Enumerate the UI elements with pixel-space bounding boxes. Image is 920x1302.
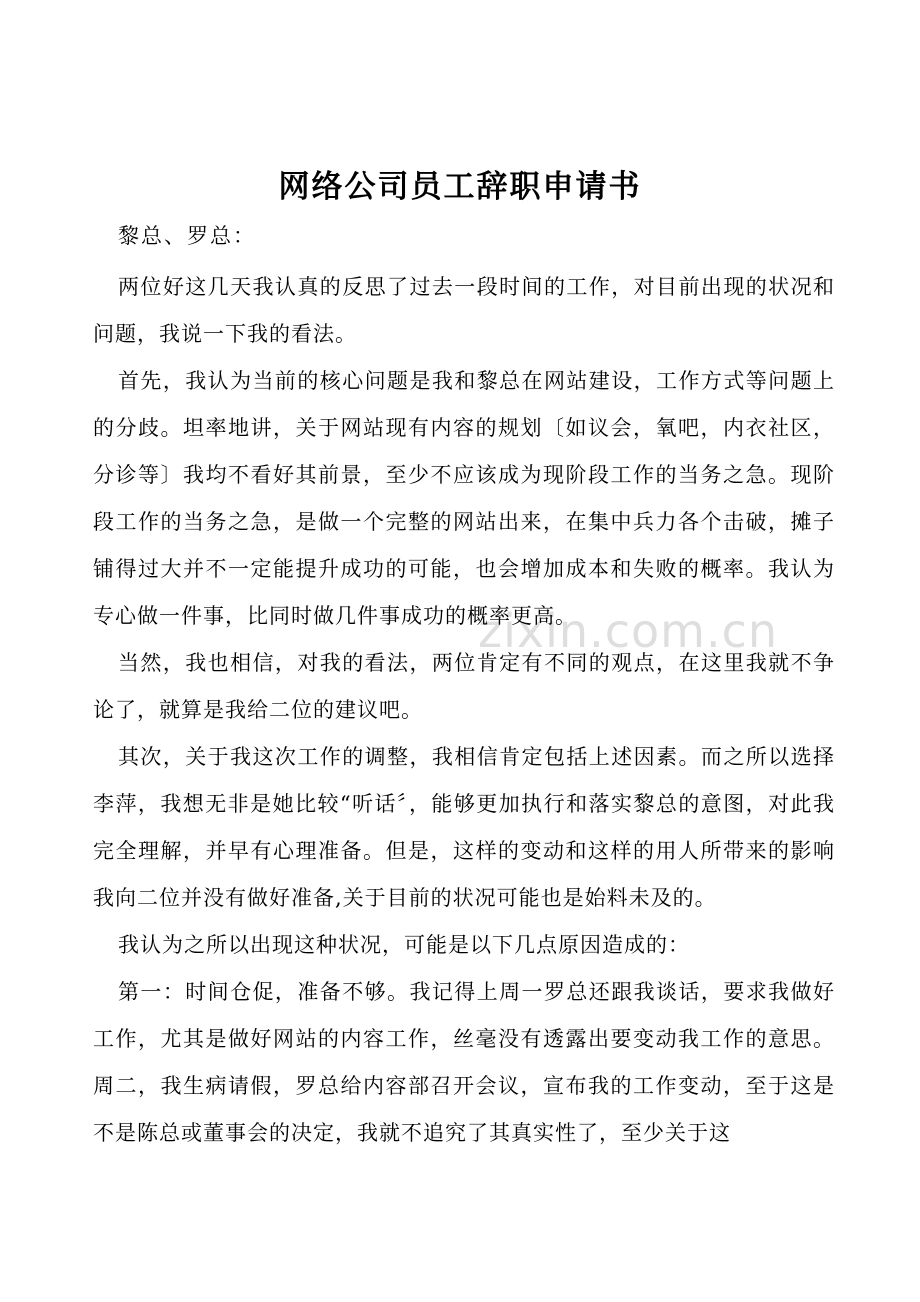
paragraph: 当然，我也相信，对我的看法，两位肯定有不同的观点，在这里我就不争论了，就算是我给二位的建议吧。 bbox=[93, 651, 835, 722]
watermark: zixin.com.cn bbox=[478, 604, 779, 658]
letter-body bbox=[93, 264, 835, 1157]
paragraph: 两位好这几天我认真的反思了过去一段时间的工作，对目前出现的状况和问题，我说一下我的看法。 bbox=[93, 275, 835, 346]
document-title: 网络公司员工辞职申请书 bbox=[278, 169, 642, 205]
salutation: 黎总、罗总： bbox=[118, 224, 256, 248]
paragraph: 我认为之所以出现这种状况，可能是以下几点原因造成的： bbox=[118, 933, 690, 957]
paragraph: 首先，我认为当前的核心问题是我和黎总在网站建设，工作方式等问题上的分歧。坦率地讲，关于网站现有内容的规划〔如议会，氧吧，内衣社区，分诊等〕我均不看好其前景，至少不应该成为现阶段工作的当务之急。现阶段工作的当务之急，是做一个完整的网站出来，在集中兵力各个击破，摊子铺得过大并不一定能提升成功的可能，也会增加成本和失败的概率。我认为专心做一件事，比同时做几件事成功的概率更高。 bbox=[93, 369, 835, 628]
paragraph: 其次，关于我这次工作的调整，我相信肯定包括上述因素。而之所以选择李萍，我想无非是她比较“听话〞，能够更加执行和落实黎总的意图，对此我完全理解，并早有心理准备。但是，这样的变动和这样的用人所带来的影响我向二位并没有做好准备,关于目前的状况可能也是始料未及的。 bbox=[93, 745, 835, 910]
paragraph: 第一：时间仓促，准备不够。我记得上周一罗总还跟我谈话，要求我做好工作，尤其是做好网站的内容工作，丝毫没有透露出要变动我工作的意思。周二，我生病请假，罗总给内容部召开会议，宣布我的工作变动，至于这是不是陈总或董事会的决定，我就不追究了其真实性了，至少关于这 bbox=[93, 980, 835, 1145]
